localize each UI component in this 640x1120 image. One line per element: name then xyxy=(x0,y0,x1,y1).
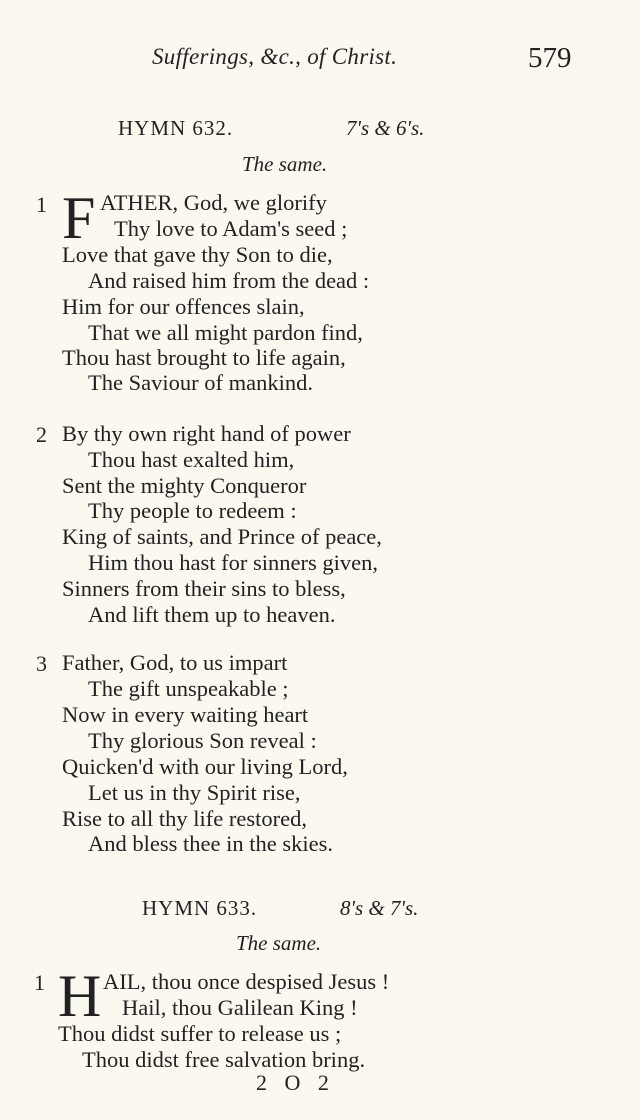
verse-line: Thou didst suffer to release us ; xyxy=(58,1021,342,1046)
drop-cap: F xyxy=(62,185,96,251)
signature-mark: 2 O 2 xyxy=(256,1070,335,1095)
hymn-633-title: HYMN 633. xyxy=(142,896,258,920)
verse-line: Sinners from their sins to bless, xyxy=(62,576,346,601)
verse-line: AIL, thou once despised Jesus ! xyxy=(103,969,390,994)
drop-cap: H xyxy=(58,963,102,1029)
verse-line: Thou hast brought to life again, xyxy=(62,345,346,370)
hymn-632-tune: The same. xyxy=(242,152,328,176)
hymn-632-title: HYMN 632. xyxy=(118,116,234,140)
hymn-632-meter: 7's & 6's. xyxy=(346,116,425,140)
verse-line: Let us in thy Spirit rise, xyxy=(88,780,301,805)
verse-line: Sent the mighty Conqueror xyxy=(62,473,307,498)
verse-line: ATHER, God, we glorify xyxy=(100,190,327,215)
verse-line: Rise to all thy life restored, xyxy=(62,806,307,831)
verse-number: 1 xyxy=(36,192,47,217)
verse-line: And lift them up to heaven. xyxy=(88,602,336,627)
verse-line: Him thou hast for sinners given, xyxy=(88,550,378,575)
verse-line: Him for our offences slain, xyxy=(62,294,305,319)
verse-line: And bless thee in the skies. xyxy=(88,831,333,856)
verse-line: Quicken'd with our living Lord, xyxy=(62,754,348,779)
verse-number: 2 xyxy=(36,422,47,447)
hymn-633-tune: The same. xyxy=(236,931,322,955)
verse-line: Now in every waiting heart xyxy=(62,702,309,727)
verse-line: Hail, thou Galilean King ! xyxy=(122,995,358,1020)
page-number: 579 xyxy=(528,42,572,74)
verse-line: The gift unspeakable ; xyxy=(88,676,289,701)
verse-line: By thy own right hand of power xyxy=(62,421,351,446)
verse-line: Thou hast exalted him, xyxy=(88,447,295,472)
verse-line: Thy people to redeem : xyxy=(88,498,297,523)
verse-line: And raised him from the dead : xyxy=(88,268,370,293)
verse-number: 3 xyxy=(36,651,47,676)
verse-number: 1 xyxy=(34,970,45,995)
verse-line: Thy love to Adam's seed ; xyxy=(114,216,348,241)
verse-line: The Saviour of mankind. xyxy=(88,370,313,395)
verse-line: King of saints, and Prince of peace, xyxy=(62,524,382,549)
verse-line: Thy glorious Son reveal : xyxy=(88,728,317,753)
verse-line: Thou didst free salvation bring. xyxy=(82,1047,366,1072)
verse-line: Love that gave thy Son to die, xyxy=(62,242,333,267)
running-head: Sufferings, &c., of Christ. xyxy=(152,44,398,69)
hymn-633-meter: 8's & 7's. xyxy=(340,896,419,920)
verse-line: That we all might pardon find, xyxy=(88,320,363,345)
verse-line: Father, God, to us impart xyxy=(62,650,288,675)
